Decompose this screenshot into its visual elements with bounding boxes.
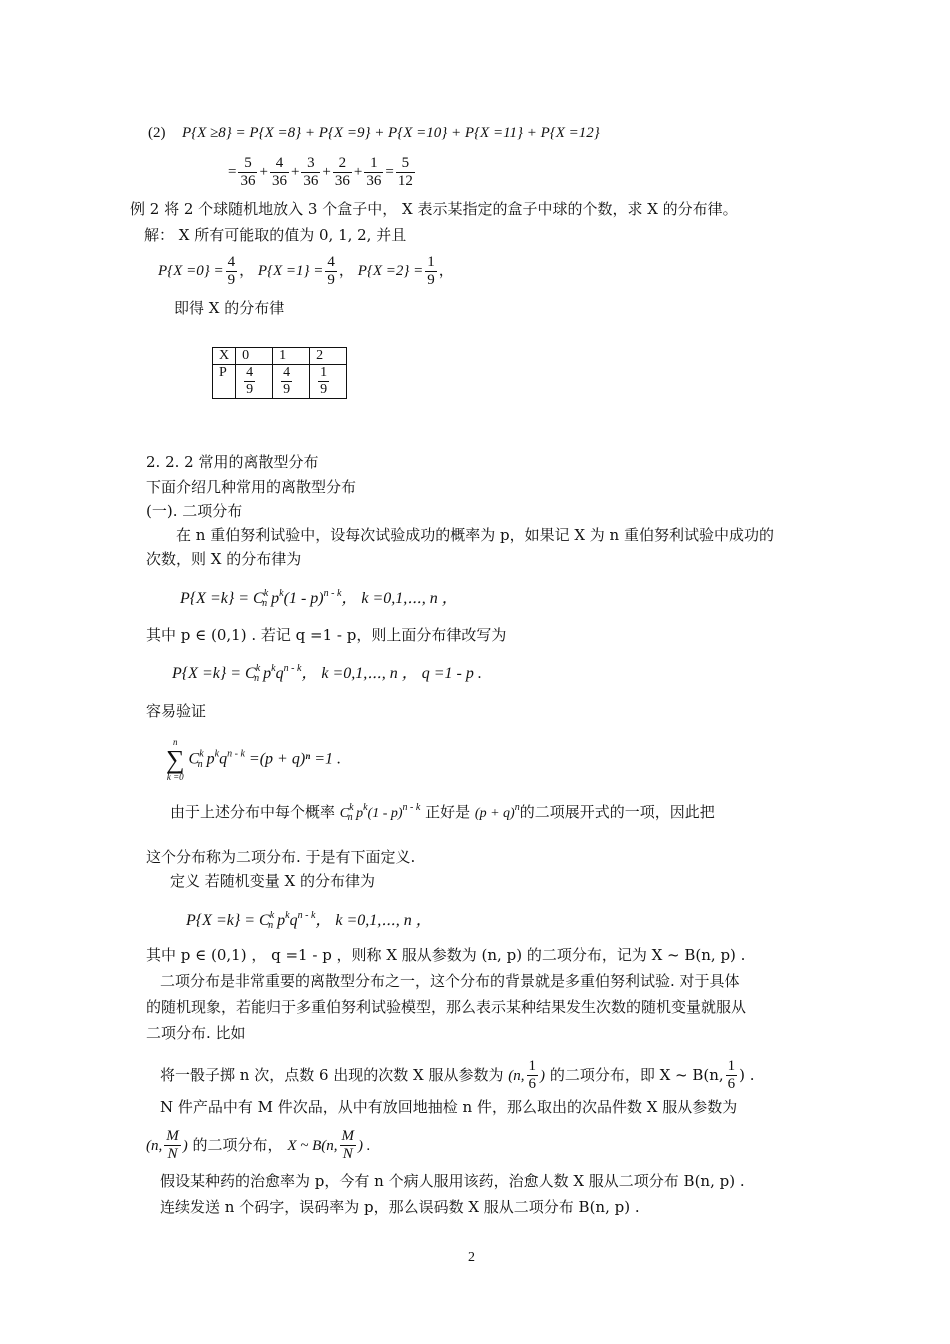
example-item: 连续发送 n 个码字，误码率为 p，那么误码数 X 服从二项分布 B(n, p) .	[160, 1198, 640, 1216]
table-cell: 0	[236, 348, 273, 365]
sum-identity: n ∑ k =0 $C^k_n$ $p^kq^{n - k} =(p + q)^n =1$ .	[166, 737, 341, 782]
fraction: $\frac{1}{36}$	[366, 155, 382, 190]
example-item: 假设某种药的治愈率为 p，今有 n 个病人服用该药，治愈人数 X 服从二项分布 B(n, p) .	[160, 1172, 745, 1190]
prob-values: P{X =0} = $\frac{4}{9}$ ， P{X =1} = $\frac{4}{9}$ ， P{X =2} = $\frac{1}{9}$ ，	[158, 254, 454, 289]
example-item: N 件产品中有 M 件次品，从中有放回地抽检 n 件，那么取出的次品件数 X 服从参数为	[160, 1098, 738, 1116]
subsection-title: (一). 二项分布	[146, 502, 243, 520]
table-cell: $\frac{4}{9}$	[236, 365, 273, 399]
page-number: 2	[468, 1250, 475, 1265]
binomial-pmf: $P\{X =k\} = C^k_n$ $p^k(1 - p)^{n - k}$， k =0,1,⋯, n ，	[180, 588, 458, 609]
table-cell: $\frac{4}{9}$	[273, 365, 310, 399]
paragraph: 次数，则 X 的分布律为	[146, 550, 302, 568]
equation-line: P{X ≥8} = P{X =8} + P{X =9} + P{X =10} + P{X =11} + P{X =12}	[182, 125, 600, 141]
section-intro: 下面介绍几种常用的离散型分布	[146, 478, 357, 496]
table-cell: 2	[310, 348, 347, 365]
paragraph: 其中 p ∈ (0,1) . 若记 q =1 - p，则上面分布律改写为	[146, 626, 507, 644]
table-cell: 1	[273, 348, 310, 365]
paragraph: 这个分布称为二项分布. 于是有下面定义.	[146, 848, 416, 866]
section-title: 2. 2. 2 常用的离散型分布	[146, 453, 319, 471]
paragraph: 容易验证	[146, 702, 207, 720]
binomial-pmf-def: $P\{X =k\} = C^k_n$ $p^kq^{n - k}$， k =0,1,⋯, n ，	[186, 910, 432, 931]
definition: 定义 若随机变量 X 的分布律为	[170, 872, 375, 890]
fraction-sum: = $\frac{5}{36}$ + $\frac{4}{36}$ + $\frac{3}{36}$ + $\frac{2}{36}$ + $\frac{1}{36}$ = $\frac{5}{12}$	[228, 155, 413, 190]
fraction: $\frac{5}{12}$	[397, 155, 413, 190]
example-statement: 例 2 将 2 个球随机地放入 3 个盒子中， X 表示某指定的盒子中球的个数，求 X 的分布律。	[130, 200, 738, 218]
hence-text: 即得 X 的分布律	[174, 299, 285, 317]
table-row	[213, 365, 347, 399]
fraction: $\frac{2}{36}$	[334, 155, 350, 190]
item-label: (2)	[148, 125, 166, 141]
distribution-table	[212, 347, 347, 399]
paragraph: 由于上述分布中每个概率 $C^k_n$ $p^k(1 - p)^{n - k}$ 正好是 $(p + q)^n$的二项展开式的一项，因此把	[170, 802, 715, 823]
table-cell: P	[213, 365, 236, 399]
fraction: $\frac{4}{36}$	[271, 155, 287, 190]
paragraph: 的随机现象，若能归于多重伯努利试验模型，那么表示某种结果发生次数的随机变量就服从	[146, 998, 747, 1016]
paragraph: 二项分布. 比如	[146, 1024, 246, 1042]
fraction: $\frac{5}{36}$	[240, 155, 256, 190]
table-cell: $\frac{1}{9}$	[310, 365, 347, 399]
example-item: (n, $\frac{M}{N}$ ) 的二项分布， X ~ B(n, $\frac{M}{N}$ ) .	[146, 1128, 371, 1163]
example-item: 将一骰子掷 n 次，点数 6 出现的次数 X 服从参数为 (n, $\frac{1}{6}$ ) 的二项分布，即 X ~ B(n, $\frac{1}{6}$ ) .	[160, 1058, 755, 1093]
paragraph: 其中 p ∈ (0,1) ， q =1 - p ，则称 X 服从参数为 (n, p) 的二项分布，记为 X ~ B(n, p) .	[146, 946, 746, 964]
paragraph: 二项分布是非常重要的离散型分布之一，这个分布的背景就是多重伯努利试验. 对于具体	[160, 972, 740, 990]
solution-intro: 解： X 所有可能取的值为 0, 1, 2, 并且	[144, 226, 407, 244]
table-row	[213, 348, 347, 365]
paragraph: 在 n 重伯努利试验中，设每次试验成功的概率为 p，如果记 X 为 n 重伯努利试验中成功的	[176, 526, 774, 544]
table-cell: X	[213, 348, 236, 365]
fraction: $\frac{3}{36}$	[303, 155, 319, 190]
binomial-pmf-q: $P\{X =k\} = C^k_n$ $p^kq^{n - k}$， k =0,1,⋯, n ， q =1 - p .	[172, 663, 482, 684]
